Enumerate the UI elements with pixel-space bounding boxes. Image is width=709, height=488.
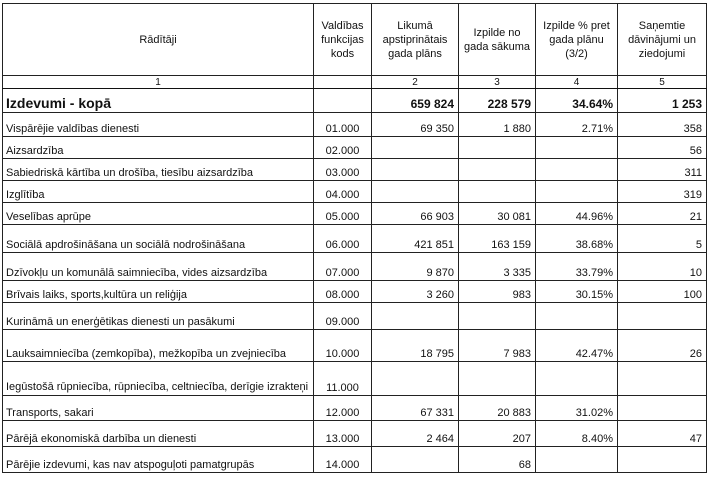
table-row bbox=[3, 447, 707, 473]
row-name: Pārējie izdevumi, kas nav atspoguļoti pamatgrupās bbox=[3, 447, 314, 473]
table-row bbox=[3, 421, 707, 447]
row-execution: 228 579 bbox=[459, 89, 536, 113]
row-percent: 38.68% bbox=[536, 225, 618, 253]
column-number: 2 bbox=[372, 76, 459, 89]
row-code bbox=[314, 89, 372, 113]
row-donations: 100 bbox=[618, 281, 707, 303]
row-name: Sabiedriskā kārtība un drošība, tiesību aizsardzība bbox=[3, 159, 314, 181]
row-code: 02.000 bbox=[314, 137, 372, 159]
row-donations: 47 bbox=[618, 421, 707, 447]
row-code: 09.000 bbox=[314, 303, 372, 330]
row-execution: 207 bbox=[459, 421, 536, 447]
row-percent: 30.15% bbox=[536, 281, 618, 303]
table-row bbox=[3, 396, 707, 421]
header-donations: Saņemtie dāvinājumi un ziedojumi bbox=[618, 4, 707, 76]
row-plan: 2 464 bbox=[372, 421, 459, 447]
row-percent bbox=[536, 181, 618, 203]
row-percent: 8.40% bbox=[536, 421, 618, 447]
header-percent: Izpilde % pret gada plānu (3/2) bbox=[536, 4, 618, 76]
row-name: Veselības aprūpe bbox=[3, 203, 314, 225]
row-donations: 10 bbox=[618, 253, 707, 281]
row-plan: 69 350 bbox=[372, 113, 459, 137]
row-plan: 659 824 bbox=[372, 89, 459, 113]
budget-table bbox=[2, 3, 707, 473]
row-name: Vispārējie valdības dienesti bbox=[3, 113, 314, 137]
row-code: 10.000 bbox=[314, 330, 372, 362]
row-code: 11.000 bbox=[314, 362, 372, 396]
row-donations: 1 253 bbox=[618, 89, 707, 113]
row-plan: 421 851 bbox=[372, 225, 459, 253]
row-percent: 34.64% bbox=[536, 89, 618, 113]
table-row bbox=[3, 225, 707, 253]
row-execution bbox=[459, 137, 536, 159]
row-donations bbox=[618, 396, 707, 421]
row-percent bbox=[536, 362, 618, 396]
row-percent: 31.02% bbox=[536, 396, 618, 421]
table-row bbox=[3, 303, 707, 330]
row-code: 07.000 bbox=[314, 253, 372, 281]
row-percent: 2.71% bbox=[536, 113, 618, 137]
table-row bbox=[3, 281, 707, 303]
table-row bbox=[3, 330, 707, 362]
row-name: Dzīvokļu un komunālā saimniecība, vides aizsardzība bbox=[3, 253, 314, 281]
row-donations: 26 bbox=[618, 330, 707, 362]
row-donations: 319 bbox=[618, 181, 707, 203]
row-donations: 56 bbox=[618, 137, 707, 159]
column-number: 5 bbox=[618, 76, 707, 89]
row-execution: 1 880 bbox=[459, 113, 536, 137]
total-row bbox=[3, 89, 707, 113]
row-percent: 44.96% bbox=[536, 203, 618, 225]
row-execution bbox=[459, 303, 536, 330]
row-name: Brīvais laiks, sports,kultūra un reliģija bbox=[3, 281, 314, 303]
table-row bbox=[3, 203, 707, 225]
row-name: Iegūstošā rūpniecība, rūpniecība, celtniecība, derīgie izrakteņi bbox=[3, 362, 314, 396]
row-code: 03.000 bbox=[314, 159, 372, 181]
row-plan bbox=[372, 447, 459, 473]
row-plan: 66 903 bbox=[372, 203, 459, 225]
table-row bbox=[3, 362, 707, 396]
header-execution: Izpilde no gada sākuma bbox=[459, 4, 536, 76]
row-execution: 68 bbox=[459, 447, 536, 473]
row-name: Aizsardzība bbox=[3, 137, 314, 159]
row-plan bbox=[372, 362, 459, 396]
row-percent bbox=[536, 303, 618, 330]
row-plan bbox=[372, 137, 459, 159]
column-number: 4 bbox=[536, 76, 618, 89]
row-donations: 311 bbox=[618, 159, 707, 181]
row-execution: 983 bbox=[459, 281, 536, 303]
table-row bbox=[3, 181, 707, 203]
row-code: 08.000 bbox=[314, 281, 372, 303]
column-number bbox=[314, 76, 372, 89]
row-plan bbox=[372, 181, 459, 203]
row-percent bbox=[536, 159, 618, 181]
row-name: Izglītība bbox=[3, 181, 314, 203]
header-indicators: Rādītāji bbox=[3, 4, 314, 76]
row-code: 14.000 bbox=[314, 447, 372, 473]
row-donations: 358 bbox=[618, 113, 707, 137]
row-plan: 9 870 bbox=[372, 253, 459, 281]
row-name: Lauksaimniecība (zemkopība), mežkopība un zvejniecība bbox=[3, 330, 314, 362]
row-code: 13.000 bbox=[314, 421, 372, 447]
header-code: Valdības funkcijas kods bbox=[314, 4, 372, 76]
column-number: 1 bbox=[3, 76, 314, 89]
row-donations bbox=[618, 303, 707, 330]
row-execution: 20 883 bbox=[459, 396, 536, 421]
row-name: Pārējā ekonomiskā darbība un dienesti bbox=[3, 421, 314, 447]
row-plan bbox=[372, 159, 459, 181]
table-row bbox=[3, 137, 707, 159]
row-donations bbox=[618, 362, 707, 396]
row-execution bbox=[459, 181, 536, 203]
row-donations bbox=[618, 447, 707, 473]
row-plan bbox=[372, 303, 459, 330]
table-row bbox=[3, 113, 707, 137]
row-plan: 18 795 bbox=[372, 330, 459, 362]
row-donations: 21 bbox=[618, 203, 707, 225]
column-number: 3 bbox=[459, 76, 536, 89]
row-code: 06.000 bbox=[314, 225, 372, 253]
row-percent bbox=[536, 137, 618, 159]
header-plan: Likumā apstiprinātais gada plāns bbox=[372, 4, 459, 76]
row-name: Transports, sakari bbox=[3, 396, 314, 421]
row-execution: 30 081 bbox=[459, 203, 536, 225]
row-name: Sociālā apdrošināšana un sociālā nodrošināšana bbox=[3, 225, 314, 253]
row-donations: 5 bbox=[618, 225, 707, 253]
row-execution bbox=[459, 362, 536, 396]
row-execution bbox=[459, 159, 536, 181]
table-row bbox=[3, 253, 707, 281]
row-percent bbox=[536, 447, 618, 473]
row-execution: 3 335 bbox=[459, 253, 536, 281]
row-code: 05.000 bbox=[314, 203, 372, 225]
row-plan: 67 331 bbox=[372, 396, 459, 421]
row-plan: 3 260 bbox=[372, 281, 459, 303]
row-code: 01.000 bbox=[314, 113, 372, 137]
row-percent: 33.79% bbox=[536, 253, 618, 281]
table-row bbox=[3, 159, 707, 181]
row-execution: 163 159 bbox=[459, 225, 536, 253]
row-percent: 42.47% bbox=[536, 330, 618, 362]
row-name: Izdevumi - kopā bbox=[3, 89, 314, 113]
row-name: Kurināmā un enerģētikas dienesti un pasākumi bbox=[3, 303, 314, 330]
row-execution: 7 983 bbox=[459, 330, 536, 362]
row-code: 04.000 bbox=[314, 181, 372, 203]
row-code: 12.000 bbox=[314, 396, 372, 421]
